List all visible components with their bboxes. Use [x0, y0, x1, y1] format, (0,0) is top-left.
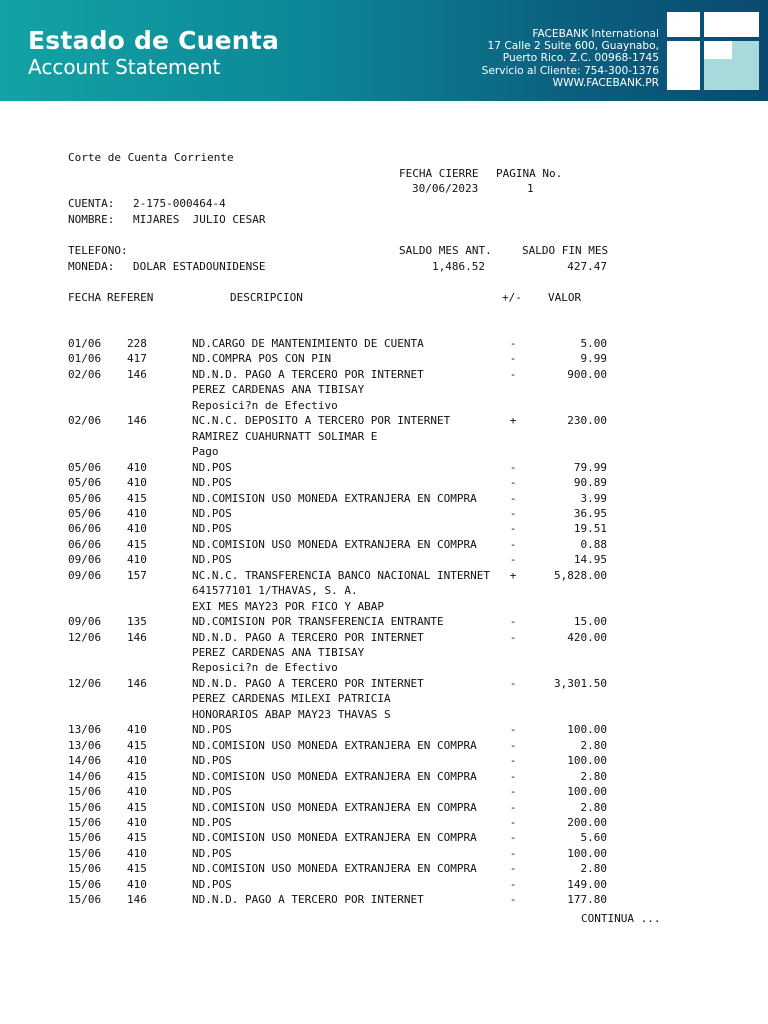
cell-sign: - [509, 337, 517, 350]
table-row [0, 600, 768, 616]
table-row [0, 661, 768, 677]
cell-referen: 415 [127, 769, 147, 783]
cell-valor: 2.80 [580, 769, 607, 783]
cell-fecha: 15/06 [68, 831, 102, 845]
cuenta-value: 2-175-000464-4 [133, 197, 226, 210]
table-row [0, 831, 768, 847]
cell-referen: 146 [127, 367, 147, 381]
table-row [0, 461, 768, 477]
cell-descripcion: ND.N.D. PAGO A TERCERO POR INTERNET [192, 367, 424, 381]
table-row [0, 492, 768, 508]
saldo-ant-label: SALDO MES ANT. [399, 244, 492, 257]
bank-info-line: Servicio al Cliente: 754-300-1376 [481, 64, 659, 77]
col-header-referen: REFEREN [107, 291, 154, 304]
table-row [0, 337, 768, 353]
cell-sign: - [509, 506, 517, 520]
cell-valor: 3.99 [580, 491, 607, 505]
cell-referen: 417 [127, 352, 147, 366]
nombre-label: NOMBRE: [68, 213, 115, 226]
saldo-fin-value: 427.47 [567, 260, 607, 273]
cell-descripcion: ND.N.D. PAGO A TERCERO POR INTERNET [192, 893, 424, 907]
table-row [0, 785, 768, 801]
cell-descripcion: ND.COMISION USO MONEDA EXTRANJERA EN COMPRA [192, 831, 477, 845]
cell-descripcion: ND.POS [192, 506, 232, 520]
bank-info-line: FACEBANK International [532, 28, 659, 40]
table-row [0, 569, 768, 585]
cell-referen: 146 [127, 414, 147, 428]
cell-valor: 3,301.50 [554, 676, 607, 690]
moneda-value: DOLAR ESTADOUNIDENSE [133, 260, 266, 273]
cell-fecha: 09/06 [68, 553, 102, 567]
cell-fecha: 13/06 [68, 723, 102, 737]
table-row [0, 383, 768, 399]
cell-sign: - [509, 723, 517, 737]
cell-valor: 200.00 [567, 815, 607, 829]
cell-sign: - [509, 522, 517, 536]
cell-valor: 19.51 [573, 522, 607, 536]
cell-sign: - [509, 676, 517, 690]
cell-fecha: 06/06 [68, 522, 102, 536]
cell-sign: - [509, 615, 517, 629]
table-row [0, 399, 768, 415]
cell-referen: 135 [127, 615, 147, 629]
cell-valor: 100.00 [567, 754, 607, 768]
cell-valor: 36.95 [573, 506, 607, 520]
table-row [0, 368, 768, 384]
cell-referen: 410 [127, 815, 147, 829]
cell-fecha: 05/06 [68, 476, 102, 490]
table-row [0, 414, 768, 430]
cell-valor: 100.00 [567, 723, 607, 737]
table-row [0, 553, 768, 569]
cell-valor: 9.99 [580, 352, 607, 366]
cell-descripcion: RAMIREZ CUAHURNATT SOLIMAR E [192, 429, 378, 443]
table-row [0, 646, 768, 662]
cell-fecha: 12/06 [68, 676, 102, 690]
nombre-value: MIJARES JULIO CESAR [133, 213, 266, 226]
table-row [0, 538, 768, 554]
table-row [0, 708, 768, 724]
cell-valor: 230.00 [567, 414, 607, 428]
cell-fecha: 15/06 [68, 877, 102, 891]
cell-sign: - [509, 846, 517, 860]
table-row [0, 615, 768, 631]
table-row [0, 878, 768, 894]
cell-referen: 415 [127, 800, 147, 814]
cell-descripcion: ND.COMISION USO MONEDA EXTRANJERA EN COMPRA [192, 862, 477, 876]
bank-info-line: 17 Calle 2 Suite 600, Guaynabo, [487, 40, 659, 53]
statement-heading: Corte de Cuenta Corriente [68, 151, 234, 164]
cell-referen: 415 [127, 738, 147, 752]
header-banner [0, 0, 768, 101]
cell-valor: 90.89 [573, 476, 607, 490]
cell-sign: - [509, 352, 517, 366]
cell-referen: 146 [127, 676, 147, 690]
cell-descripcion: ND.CARGO DE MANTENIMIENTO DE CUENTA [192, 337, 424, 350]
table-row [0, 445, 768, 461]
cell-descripcion: PEREZ CARDENAS ANA TIBISAY [192, 646, 365, 659]
table-row [0, 677, 768, 693]
cell-sign: - [509, 754, 517, 768]
table-row [0, 754, 768, 770]
cell-sign: - [509, 769, 517, 783]
title-en: Account Statement [28, 55, 221, 79]
cell-fecha: 06/06 [68, 537, 102, 551]
cell-descripcion: EXI MES MAY23 POR FICO Y ABAP [192, 599, 385, 613]
cell-referen: 410 [127, 476, 147, 490]
cell-fecha: 14/06 [68, 754, 102, 768]
cell-sign: + [509, 414, 517, 428]
table-row [0, 847, 768, 863]
cell-descripcion: ND.POS [192, 785, 232, 799]
cell-referen: 410 [127, 723, 147, 737]
cell-fecha: 15/06 [68, 893, 102, 907]
cell-valor: 5.60 [580, 831, 607, 845]
cell-fecha: 15/06 [68, 815, 102, 829]
cell-fecha: 09/06 [68, 615, 102, 629]
cell-referen: 410 [127, 553, 147, 567]
saldo-ant-value: 1,486.52 [432, 260, 485, 273]
cell-descripcion: ND.POS [192, 877, 232, 891]
cell-referen: 410 [127, 846, 147, 860]
cell-descripcion: ND.POS [192, 476, 232, 490]
cell-descripcion: ND.POS [192, 754, 232, 768]
table-row [0, 692, 768, 708]
cell-valor: 2.80 [580, 862, 607, 876]
cell-sign: - [509, 785, 517, 799]
cell-sign: - [509, 831, 517, 845]
cell-fecha: 12/06 [68, 630, 102, 644]
cell-referen: 157 [127, 568, 147, 582]
cell-descripcion: PEREZ CARDENAS ANA TIBISAY [192, 383, 365, 397]
col-header-sign: +/- [502, 291, 522, 304]
cell-sign: - [509, 460, 517, 474]
cell-fecha: 14/06 [68, 769, 102, 783]
table-row [0, 352, 768, 368]
cell-valor: 100.00 [567, 785, 607, 799]
table-row [0, 507, 768, 523]
cell-descripcion: NC.N.C. TRANSFERENCIA BANCO NACIONAL INTERNET [192, 568, 491, 582]
cell-descripcion: ND.POS [192, 553, 232, 567]
fecha-cierre-value: 30/06/2023 [412, 182, 479, 195]
cell-referen: 410 [127, 506, 147, 520]
cell-referen: 146 [127, 893, 147, 907]
cell-fecha: 05/06 [68, 506, 102, 520]
cell-descripcion: NC.N.C. DEPOSITO A TERCERO POR INTERNET [192, 414, 451, 428]
cell-sign: - [509, 491, 517, 505]
cell-sign: - [509, 815, 517, 829]
table-row [0, 739, 768, 755]
cell-valor: 420.00 [567, 630, 607, 644]
cell-descripcion: ND.N.D. PAGO A TERCERO POR INTERNET [192, 676, 424, 690]
cell-fecha: 15/06 [68, 785, 102, 799]
cell-fecha: 01/06 [68, 352, 102, 366]
cell-descripcion: ND.N.D. PAGO A TERCERO POR INTERNET [192, 630, 424, 644]
cell-sign: - [509, 800, 517, 814]
cell-descripcion: ND.POS [192, 815, 232, 829]
cell-referen: 228 [127, 337, 147, 350]
cell-descripcion: ND.COMISION USO MONEDA EXTRANJERA EN COMPRA [192, 537, 477, 551]
cell-valor: 2.80 [580, 738, 607, 752]
cell-fecha: 15/06 [68, 862, 102, 876]
table-row [0, 893, 768, 909]
cell-sign: - [509, 893, 517, 907]
cell-valor: 2.80 [580, 800, 607, 814]
cell-referen: 410 [127, 460, 147, 474]
cell-fecha: 15/06 [68, 846, 102, 860]
cell-referen: 415 [127, 537, 147, 551]
col-header-valor: VALOR [548, 291, 582, 304]
cell-descripcion: ND.POS [192, 522, 232, 536]
cell-valor: 5.00 [580, 337, 607, 350]
title-es: Estado de Cuenta [28, 26, 280, 55]
cell-descripcion: ND.POS [192, 723, 232, 737]
cell-sign: - [509, 630, 517, 644]
cell-descripcion: ND.COMISION USO MONEDA EXTRANJERA EN COMPRA [192, 738, 477, 752]
cell-referen: 146 [127, 630, 147, 644]
bank-info [419, 28, 659, 89]
cell-valor: 177.80 [567, 893, 607, 907]
cell-sign: - [509, 553, 517, 567]
cell-valor: 15.00 [573, 615, 607, 629]
cell-descripcion: ND.POS [192, 846, 232, 860]
moneda-label: MONEDA: [68, 260, 115, 273]
cell-referen: 415 [127, 491, 147, 505]
cell-valor: 0.88 [580, 537, 607, 551]
cell-descripcion: ND.COMISION USO MONEDA EXTRANJERA EN COMPRA [192, 800, 477, 814]
cell-fecha: 15/06 [68, 800, 102, 814]
cell-descripcion: ND.COMISION USO MONEDA EXTRANJERA EN COMPRA [192, 491, 477, 505]
cell-referen: 410 [127, 877, 147, 891]
cell-referen: 410 [127, 522, 147, 536]
table-row [0, 862, 768, 878]
cell-sign: - [509, 367, 517, 381]
bank-info-line: WWW.FACEBANK.PR [552, 76, 659, 89]
cell-valor: 5,828.00 [554, 568, 607, 582]
table-row [0, 522, 768, 538]
cell-referen: 415 [127, 862, 147, 876]
table-row [0, 723, 768, 739]
cell-fecha: 05/06 [68, 491, 102, 505]
table-row [0, 816, 768, 832]
cell-fecha: 09/06 [68, 568, 102, 582]
cell-descripcion: Reposici?n de Efectivo [192, 661, 338, 675]
fecha-cierre-label: FECHA CIERRE [399, 167, 479, 180]
saldo-fin-label: SALDO FIN MES [522, 244, 609, 257]
continua-text: CONTINUA ... [581, 912, 661, 925]
cell-fecha: 05/06 [68, 460, 102, 474]
table-row [0, 770, 768, 786]
cell-sign: + [509, 568, 517, 582]
cell-referen: 415 [127, 831, 147, 845]
cell-descripcion: ND.COMPRA POS CON PIN [192, 352, 332, 366]
cell-sign: - [509, 537, 517, 551]
cell-valor: 900.00 [567, 367, 607, 381]
bank-info-line: Puerto Rico. Z.C. 00968-1745 [502, 52, 659, 65]
cell-descripcion: ND.COMISION USO MONEDA EXTRANJERA EN COMPRA [192, 769, 477, 783]
cell-descripcion: HONORARIOS ABAP MAY23 THAVAS S [192, 707, 391, 721]
cell-fecha: 01/06 [68, 337, 102, 350]
cell-fecha: 02/06 [68, 367, 102, 381]
cell-referen: 410 [127, 785, 147, 799]
cell-valor: 149.00 [567, 877, 607, 891]
cell-sign: - [509, 738, 517, 752]
table-row [0, 584, 768, 600]
cell-valor: 14.95 [573, 553, 607, 567]
col-header-descripcion: DESCRIPCION [230, 291, 303, 304]
pagina-label: PAGINA No. [496, 167, 563, 180]
cell-fecha: 13/06 [68, 738, 102, 752]
cell-descripcion: ND.POS [192, 460, 232, 474]
cell-sign: - [509, 476, 517, 490]
table-row [0, 631, 768, 647]
cell-descripcion: Pago [192, 445, 219, 459]
cuenta-label: CUENTA: [68, 197, 115, 210]
cell-valor: 79.99 [573, 460, 607, 474]
col-header-fecha: FECHA [68, 291, 102, 304]
bank-logo-icon [667, 12, 759, 90]
cell-descripcion: ND.COMISION POR TRANSFERENCIA ENTRANTE [192, 615, 444, 629]
pagina-value: 1 [527, 182, 534, 195]
table-row [0, 476, 768, 492]
table-row [0, 801, 768, 817]
cell-descripcion: PEREZ CARDENAS MILEXI PATRICIA [192, 692, 391, 706]
telefono-label: TELEFONO: [68, 244, 128, 257]
cell-fecha: 02/06 [68, 414, 102, 428]
cell-sign: - [509, 877, 517, 891]
table-row [0, 430, 768, 446]
cell-referen: 410 [127, 754, 147, 768]
cell-descripcion: 641577101 1/THAVAS, S. A. [192, 584, 358, 598]
cell-descripcion: Reposici?n de Efectivo [192, 398, 338, 412]
cell-sign: - [509, 862, 517, 876]
cell-valor: 100.00 [567, 846, 607, 860]
